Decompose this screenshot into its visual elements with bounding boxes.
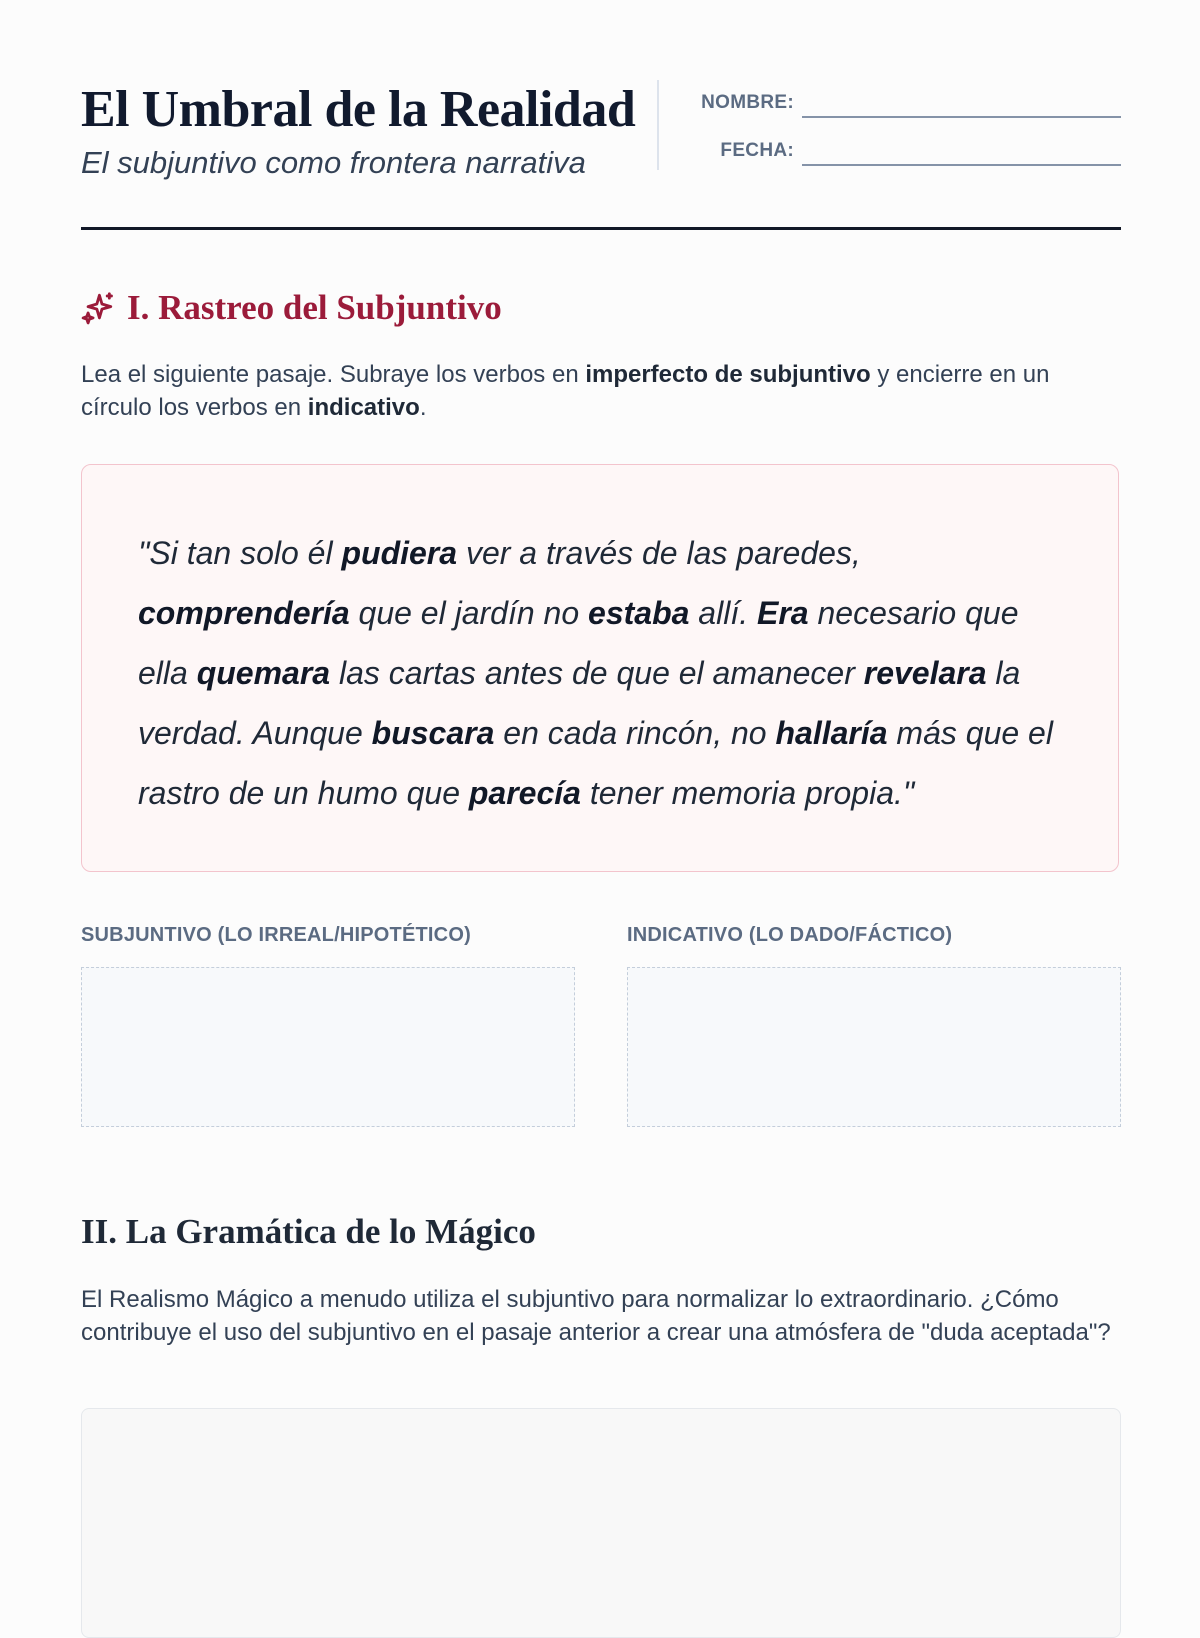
passage-text: más que el rastro de un humo que [138,715,1053,811]
section-1-instructions [81,358,1121,424]
passage-text: ver a través de las paredes, [457,535,861,571]
passage-text: que el jardín no [349,595,589,631]
section-2-heading [81,1210,536,1254]
highlighted-verb[interactable]: revelara [863,655,987,691]
passage-text: allí. [689,595,757,631]
passage-box [81,464,1119,872]
section-2-title: II. La Gramática de lo Mágico [81,1212,536,1251]
passage-text: necesario que ella [138,595,1019,691]
highlighted-verb[interactable]: hallaría [775,715,888,751]
header-rule [81,227,1121,230]
section-1-title: I. Rastreo del Subjuntivo [127,288,502,327]
date-field-row [685,138,1121,186]
highlighted-verb[interactable]: pudiera [341,535,458,571]
highlighted-verb[interactable]: estaba [588,595,690,631]
highlighted-verb[interactable]: quemara [196,655,331,691]
highlighted-verb[interactable]: Era [756,595,809,631]
name-field[interactable] [802,116,1121,118]
title-block [81,78,651,182]
name-label: NOMBRE: [701,92,794,113]
sparkles-icon [81,291,115,325]
section-2-question: El Realismo Mágico a menudo utiliza el subjuntivo para normalizar lo extraordinario. ¿Cómo contribuye el uso del subjuntivo en el pasaje anterior a crear una atmósfera de "duda aceptada"? [81,1286,1111,1346]
date-label: FECHA: [720,140,794,161]
subjunctive-column-label: SUBJUNTIVO (LO IRREAL/HIPOTÉTICO) [81,924,471,946]
section-1-heading [81,286,502,330]
page-subtitle: El subjuntivo como frontera narrativa [81,145,586,180]
worksheet-page [81,0,1121,1600]
instructions-emphasis: imperfecto de subjuntivo [585,361,871,388]
highlighted-verb[interactable]: comprendería [138,595,350,631]
instructions-text: y encierre en un círculo los verbos en [81,361,1050,421]
passage-text: la verdad. Aunque [138,655,1021,751]
indicative-column-label: INDICATIVO (LO DADO/FÁCTICO) [627,924,953,946]
passage-text: tener memoria propia." [580,775,915,811]
header-divider [657,80,659,170]
instructions-emphasis: indicativo [307,394,420,421]
instructions-text: . [419,394,427,421]
page-title: El Umbral de la Realidad [81,81,636,138]
worksheet-header [81,78,1121,188]
essay-answer-box[interactable] [81,1408,1121,1638]
highlighted-verb[interactable]: buscara [371,715,495,751]
indicative-answer-box[interactable] [627,967,1121,1127]
passage-text: las cartas antes de que el amanecer [330,655,864,691]
passage-text: en cada rincón, no [494,715,776,751]
name-field-row [685,90,1121,138]
student-info-fields [685,90,1121,186]
passage-text: "Si tan solo él [138,535,342,571]
reading-passage [138,523,1068,823]
instructions-text: Lea el siguiente pasaje. Subraye los verbos en [81,361,586,388]
subjunctive-answer-box[interactable] [81,967,575,1127]
date-field[interactable] [802,164,1121,166]
highlighted-verb[interactable]: parecía [468,775,581,811]
